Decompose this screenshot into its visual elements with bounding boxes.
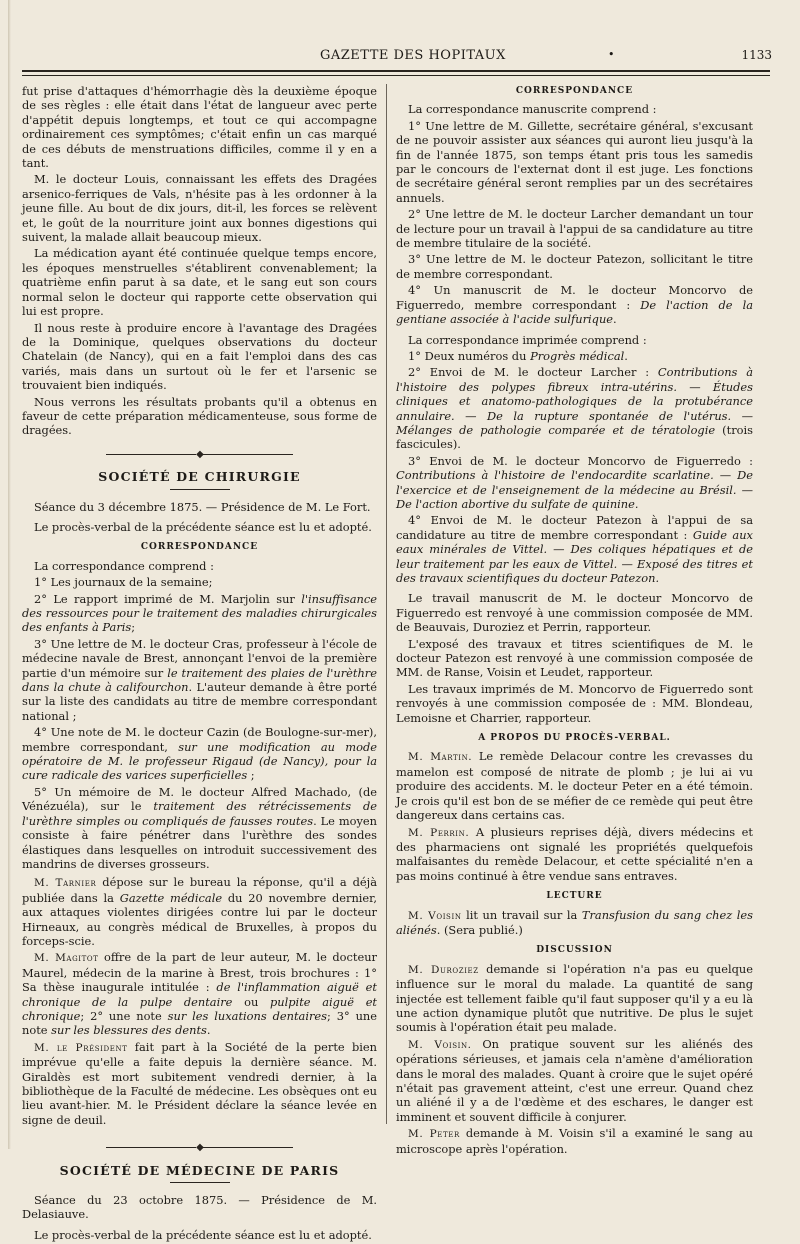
text: 3° Une lettre de M. le docteur Cras, professeur à l'école de médecine navale de Brest, annonçant l'envoi de la première partie d'un mémoire sur	[22, 636, 377, 680]
paragraph	[396, 1037, 753, 1124]
speaker-name: M. Voisin	[408, 909, 462, 922]
title-italic: Contributions à l'histoire des polypes fibreux intra-utérins. — Études cliniques et anatomo-pathologiques de la protubérance annulaire. — De la rupture spontanée de l'utérus. — Mélanges de pathologie comparée et de tératologie	[396, 365, 753, 437]
header-rule	[22, 70, 770, 76]
paragraph	[396, 825, 753, 884]
section-title-chirurgie: SOCIÉTÉ DE CHIRURGIE	[98, 469, 301, 485]
text: 4° Une note de M. le docteur Cazin (de Boulogne-sur-mer), membre correspondant,	[22, 725, 377, 754]
text: lit un travail sur la	[461, 907, 582, 922]
text: . (Sera publié.)	[436, 922, 523, 937]
subsection-title: LECTURE	[546, 891, 603, 902]
text: 5° Un mémoire de M. le docteur Alfred Machado, (de Vénézuéla), sur le	[22, 784, 377, 814]
paragraph	[22, 875, 377, 948]
title-italic: de l'inflammation aiguë et chronique de la pulpe dentaire	[22, 980, 377, 1009]
text: ;	[247, 768, 255, 783]
paragraph: fut prise d'attaques d'hémorrhagie dès la deuxième époque de ses règles : elle était dans l'état de langueur avec perte d'appétit depuis longtemps, et tout ce qui accompagne ordinairement ces symptômes; c'était enfin un cas marqué de ces débuts de menstruations difficiles, comme il y en a tant.	[22, 84, 377, 171]
text: .	[624, 348, 628, 363]
text: (trois fascicules).	[396, 422, 753, 452]
title-italic: De l'action de la gentiane associée à l'acide sulfurique	[396, 297, 754, 327]
page-number: 1133	[741, 48, 772, 62]
text: demande si l'opération n'a pas eu quelque influence sur le moral du malade. La quantité de sang injectée est tellement faible qu'il faut supposer qu'il y a eu là une action dynamique plutôt que nutritive. De plus le sujet soumis à l'opération était peu malade.	[396, 961, 753, 1035]
paragraph	[396, 1126, 753, 1156]
title-italic: le traitement des plaies de l'urèthre dans la chute à califourchon	[22, 665, 377, 695]
paragraph: La correspondance imprimée comprend :	[408, 332, 647, 347]
text: .	[613, 312, 617, 327]
list-item: 1° Une lettre de M. Gillette, secrétaire général, s'excusant de ne pouvoir assister aux séances qui auront lieu jusqu'à la fin de l'année 1875, son temps étant pris tous les samedis par le concours de l'externat dont il est juge. Les fonctions de secrétaire général seront remplies par un des secrétaires annuels.	[396, 118, 753, 205]
list-item	[22, 592, 377, 635]
title-italic: pulpite aiguë et chronique	[22, 994, 378, 1023]
subsection-title: CORRESPONDANCE	[140, 542, 259, 553]
text: . L'auteur demande à être porté sur la liste des candidats au titre de membre correspondant national ;	[22, 680, 378, 723]
text: du 20 novembre dernier, aux attaques violentes dirigées contre lui par le docteur Hirneaux, au congrès médical de Bruxelles, à propos du forceps-scie.	[22, 890, 377, 948]
text: demande à M. Voisin s'il a examiné le sang au microscope après l'opération.	[396, 1126, 753, 1156]
text: 2° Envoi de M. le docteur Larcher :	[408, 365, 658, 380]
speaker-name: M. Tarnier	[34, 877, 97, 890]
section-ornament: ◆	[22, 1141, 377, 1155]
speaker-name: M. Duroziez	[408, 963, 479, 976]
text: ; 3° une note	[22, 1008, 377, 1038]
paragraph: Les travaux imprimés de M. Moncorvo de Figuerredo sont renvoyés à une commission composée de : MM. Blondeau, Lemoisne et Charrier, rapporteur.	[396, 681, 753, 725]
speaker-name: M. le Président	[34, 1041, 128, 1054]
paragraph: L'exposé des travaux et titres scientifiques de M. le docteur Patezon est renvoyé à une commission composée de MM. de Ranse, Voisin et Leudet, rapporteur.	[396, 636, 753, 680]
text: On pratique souvent sur les aliénés des opérations sérieuses, et jamais cela n'amène d'amélioration dans le moral des malades. Quant à croire que le sujet opéré n'était pas gravement atteint, c'est une erreur. Quand chez un aliéné il y a de l'œdème et des eschares, le danger est imminent et souvent difficile à conjurer.	[396, 1036, 753, 1124]
text: fait part à la Société de la perte bien imprévue qu'elle a faite depuis la dernière séance. M. Giraldès est mort subitement vendredi dernier, à la bibliothèque de la Faculté de médecine. Les obsèques ont eu lieu avant-hier. M. le Président déclare la séance levée en signe de deuil.	[22, 1039, 377, 1127]
subsection-title: DISCUSSION	[536, 945, 613, 956]
list-item	[396, 513, 753, 585]
seance-line: Séance du 23 octobre 1875. — Présidence de M. Delasiauve.	[22, 1193, 377, 1222]
title-rule	[170, 489, 230, 490]
paragraph: M. le docteur Louis, connaissant les effets des Dragées arsenico-ferriques de Vals, n'hésite pas à les ordonner à la jeune fille. Au bout de dix jours, dit-il, les forces se relèvent et, le goût de la nourriture joint aux bonnes digestions qui suivent, la malade allait beaucoup mieux.	[22, 172, 377, 245]
journal-title: GAZETTE DES HOPITAUX	[320, 48, 506, 63]
text: 4° Un manuscrit de M. le docteur Moncorvo de Figuerredo, membre correspondant :	[396, 283, 753, 312]
paragraph	[396, 908, 753, 938]
list-item	[396, 349, 753, 363]
list-item	[396, 283, 753, 326]
speaker-name: M. Voisin.	[408, 1038, 472, 1051]
section-ornament: ◆	[22, 448, 377, 462]
list-item	[396, 365, 753, 451]
text: dépose sur le bureau la réponse, qu'il a déjà publiée dans la	[22, 875, 377, 905]
paragraph: La correspondance comprend :	[34, 558, 214, 573]
text: A plusieurs reprises déjà, divers médecins et des pharmaciens ont signalé les propriétés quelquefois malfaisantes du remède Delacour, et cette spécialité n'en a pas moins continué à être vendue sans entraves.	[396, 824, 754, 883]
text: 2° Le rapport imprimé de M. Marjolin sur	[34, 591, 302, 606]
section-title-medecine: SOCIÉTÉ DE MÉDECINE DE PARIS	[59, 1162, 340, 1178]
speaker-name: M. Martin.	[408, 751, 473, 764]
paragraph: Le travail manuscrit de M. le docteur Moncorvo de Figuerredo est renvoyé à une commission composée de MM. de Beauvais, Duroziez et Perrin, rapporteur.	[396, 591, 753, 635]
right-column	[396, 84, 753, 1158]
title-italic: Guide aux eaux minérales de Vittel. — Des coliques hépatiques et de leur traitement par les eaux de Vittel. — Exposé des titres et des travaux scientifiques du docteur Patezon.	[396, 527, 753, 585]
paragraph: Le procès-verbal de la précédente séance est lu et adopté.	[34, 519, 372, 534]
speaker-name: M. Perrin.	[408, 826, 470, 839]
subsection-title: A PROPOS DU PROCÈS-VERBAL.	[478, 733, 671, 744]
page-edge-shadow	[8, 0, 11, 1149]
title-italic: Contributions à l'histoire de l'endocardite scarlatine. — De l'exercice et de l'enseignement de la médecine au Brésil. — De l'action abortive du sulfate de quinine.	[396, 468, 753, 511]
text: . Le moyen consiste à faire pénétrer dans l'urèthre des sondes élastiques dans lesquelles on introduit successivement des mandrins de diverses grosseurs.	[22, 813, 377, 871]
title-italic: sur les blessures des dents	[51, 1023, 207, 1038]
list-item	[22, 785, 377, 871]
subsection-title: CORRESPONDANCE	[515, 86, 634, 96]
title-italic: sur les luxations dentaires	[167, 1008, 328, 1023]
speaker-name: M. Magitot	[34, 952, 99, 965]
text: 1° Deux numéros du	[408, 348, 531, 363]
text: ;	[131, 620, 136, 635]
running-header	[20, 48, 772, 70]
text: offre de la part de leur auteur, M. le docteur Maurel, médecin de la marine à Brest, trois brochures : 1° Sa thèse inaugurale intitulée :	[22, 950, 377, 995]
title-italic: Transfusion du sang chez les aliénés	[396, 907, 753, 937]
left-column	[22, 84, 377, 1244]
paragraph: Il nous reste à produire encore à l'avantage des Dragées de la Dominique, quelques observations du docteur Chatelain (de Nancy), qui en a fait l'emploi dans des cas variés, mais dans un surtout où le fer et l'arsenic se trouvaient bien indiqués.	[22, 320, 377, 393]
list-item: 3° Une lettre de M. le docteur Patezon, sollicitant le titre de membre correspondant.	[396, 252, 753, 281]
paragraph: Le procès-verbal de la précédente séance est lu et adopté.	[34, 1227, 372, 1242]
list-item: 1° Les journaux de la semaine;	[34, 575, 213, 590]
paragraph: La médication ayant été continuée quelque temps encore, les époques menstruelles s'établirent convenablement; la quatrième enfin parut à sa date, et le sang eut son cours normal selon le docteur qui rapporte cette observation qui lui est propre.	[22, 246, 377, 319]
paragraph	[396, 749, 753, 822]
list-item	[22, 725, 377, 783]
speaker-name: M. Peter	[408, 1128, 460, 1141]
list-item	[396, 454, 753, 512]
text: 3° Envoi de M. le docteur Moncorvo de Figuerredo :	[408, 453, 753, 468]
text: ; 2° une note	[80, 1008, 168, 1023]
paragraph: La correspondance manuscrite comprend :	[408, 102, 657, 117]
title-italic: Progrès médical	[530, 348, 625, 363]
paragraph	[396, 962, 753, 1035]
title-rule	[170, 1182, 230, 1183]
column-separator	[386, 84, 387, 1124]
paragraph	[22, 1040, 377, 1127]
text: .	[206, 1023, 211, 1038]
text: Le remède Delacour contre les crevasses du mamelon est composé de nitrate de plomb ; je lui ai vu produire des accidents. M. le docteur Peter en a été témoin. Je crois qu'il est bon de se méfier de ce remède qui peut être dangereux dans certains cas.	[396, 749, 754, 823]
list-item	[22, 637, 377, 723]
paragraph: Nous verrons les résultats probants qu'il a obtenus en faveur de cette préparation médicamenteuse, sous forme de dragées.	[22, 394, 377, 438]
title-italic: traitement des rétrécissements de l'urèthre simples ou compliqués de fausses routes	[22, 799, 377, 828]
title-italic: l'insuffisance des ressources pour le traitement des maladies chirurgicales des enfants à Paris	[22, 591, 377, 635]
text: ou	[232, 994, 270, 1009]
paragraph	[22, 950, 377, 1037]
title-italic: Gazette médicale	[119, 890, 223, 905]
title-italic: sur une modification au mode opératoire de M. le professeur Rigaud (de Nancy), pour la cure radicale des varices superficielles	[22, 739, 377, 783]
seance-line: Séance du 3 décembre 1875. — Présidence de M. Le Fort.	[34, 499, 371, 514]
list-item: 2° Une lettre de M. le docteur Larcher demandant un tour de lecture pour un travail à l'appui de sa candidature au titre de membre titulaire de la société.	[396, 207, 753, 251]
text: 4° Envoi de M. le docteur Patezon à l'appui de sa candidature au titre de membre correspondant :	[396, 513, 753, 542]
header-bullet: •	[608, 48, 615, 61]
